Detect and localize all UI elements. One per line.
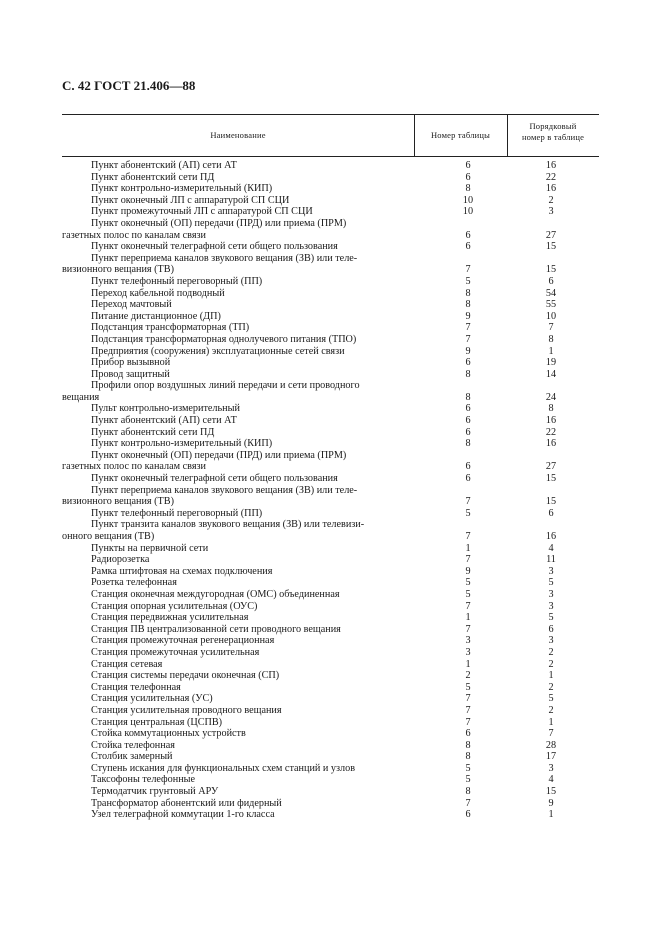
row-table-number: 6: [465, 160, 471, 171]
row-name: Станция телефонная: [91, 681, 181, 693]
table-row: [62, 415, 599, 427]
row-order-number: 4: [548, 542, 554, 554]
row-name: Подстанция трансформаторная (ТП): [91, 322, 250, 334]
row-name: Пункт абонентский сети ПД: [91, 426, 215, 438]
table-row: [62, 346, 599, 358]
table-row: [62, 253, 599, 265]
row-name: Пункты на первичной сети: [91, 542, 209, 554]
column-header-name: Наименование: [210, 130, 266, 140]
table-row: [62, 299, 599, 311]
row-name: Пункт оконечный (ОП) передачи (ПРД) или приема (ПРМ): [91, 449, 347, 461]
row-table-number: 7: [465, 623, 471, 635]
row-name: Пункт телефонный переговорный (ПП): [91, 507, 263, 519]
row-order-number: 5: [548, 577, 554, 589]
row-order-number: 16: [545, 531, 557, 542]
table-row: [62, 798, 599, 810]
row-table-number: 2: [465, 670, 471, 682]
row-name: Станция передвижная усилительная: [91, 612, 249, 624]
table-row: [62, 334, 599, 346]
row-name: Прибор вызывной: [91, 357, 171, 369]
row-order-number: 16: [545, 415, 557, 427]
row-table-number: 6: [465, 171, 471, 183]
row-table-number: 1: [465, 658, 471, 670]
row-table-number: 8: [465, 183, 471, 195]
row-order-number: 1: [548, 716, 554, 728]
row-name: Станция ПВ централизованной сети проводного вещания: [91, 623, 341, 635]
table-row: [62, 461, 599, 473]
table-row: [62, 647, 599, 659]
table-row: [62, 705, 599, 717]
row-table-number: 8: [465, 368, 471, 380]
table-row: [62, 693, 599, 705]
column-header-order-number-line1: Порядковый: [529, 121, 577, 131]
row-table-number: 5: [465, 577, 471, 589]
row-order-number: 1: [548, 345, 554, 357]
row-order-number: 19: [545, 357, 557, 369]
row-order-number: 3: [548, 588, 554, 600]
row-name: Пульт контрольно-измерительный: [91, 403, 240, 415]
row-table-number: 7: [465, 322, 471, 334]
row-name: Стойка телефонная: [91, 739, 175, 751]
table-row: [62, 230, 599, 242]
row-name: Питание дистанционное (ДП): [91, 310, 221, 322]
row-name: Таксофоны телефонные: [91, 774, 196, 786]
table-row: [62, 751, 599, 763]
row-name: Пункт переприема каналов звукового вещания (ЗВ) или теле-: [91, 484, 358, 496]
row-order-number: 6: [548, 275, 554, 287]
row-order-number: 5: [548, 693, 554, 705]
row-name: Профили опор воздушных линий передачи и сети проводного: [91, 380, 360, 392]
row-order-number: 27: [545, 461, 557, 473]
row-name: Пункт абонентский (АП) сети АТ: [91, 415, 237, 427]
table-row: [62, 369, 599, 381]
table-row: [62, 276, 599, 288]
row-order-number: 54: [545, 287, 557, 299]
table-row: [62, 728, 599, 740]
row-table-number: 6: [465, 473, 471, 485]
row-order-number: 28: [545, 739, 557, 751]
row-order-number: 15: [545, 786, 557, 798]
table-row: [62, 508, 599, 520]
row-table-number: 1: [465, 542, 471, 554]
row-table-number: 6: [465, 357, 471, 369]
row-order-number: 15: [545, 496, 557, 508]
row-order-number: 6: [548, 507, 554, 519]
table-row: [62, 589, 599, 601]
row-name: Пункт переприема каналов звукового вещания (ЗВ) или теле-: [91, 252, 358, 264]
row-table-number: 8: [465, 391, 471, 403]
table-row: [62, 763, 599, 775]
row-table-number: 9: [465, 310, 471, 322]
table-row: [62, 160, 599, 172]
table-row: [62, 786, 599, 798]
row-order-number: 9: [548, 797, 554, 809]
row-name: Пункт транзита каналов звукового вещания (ЗВ) или телевизи-: [91, 519, 365, 531]
row-table-number: 10: [462, 206, 474, 218]
row-order-number: 2: [548, 681, 554, 693]
row-name: визионного вещания (ТВ): [62, 264, 174, 276]
row-order-number: 8: [548, 403, 554, 415]
table-row: [62, 264, 599, 276]
row-table-number: 8: [465, 786, 471, 798]
table-row: [62, 357, 599, 369]
table-row: [62, 172, 599, 184]
row-table-number: 3: [465, 646, 471, 658]
row-order-number: 3: [548, 762, 554, 774]
row-order-number: 24: [545, 391, 557, 403]
row-table-number: 5: [465, 774, 471, 786]
row-order-number: 14: [545, 368, 557, 380]
row-name: Станция промежуточная усилительная: [91, 646, 260, 658]
row-table-number: 8: [465, 751, 471, 763]
row-name: газетных полос по каналам связи: [62, 229, 206, 241]
row-order-number: 3: [548, 600, 554, 612]
row-table-number: 5: [465, 275, 471, 287]
row-table-number: 9: [465, 345, 471, 357]
row-order-number: 6: [548, 623, 554, 635]
table-row: [62, 624, 599, 636]
row-name: Пункт оконечный (ОП) передачи (ПРД) или приема (ПРМ): [91, 217, 347, 229]
row-order-number: 22: [545, 171, 557, 183]
row-table-number: 6: [465, 403, 471, 415]
table-row: [62, 717, 599, 729]
row-name: Столбик замерный: [91, 751, 173, 763]
row-name: Пункт контрольно-измерительный (КИП): [91, 183, 273, 195]
row-table-number: 6: [465, 461, 471, 473]
row-name: Радиорозетка: [91, 554, 150, 566]
row-table-number: 5: [465, 681, 471, 693]
row-name: Пункт контрольно-измерительный (КИП): [91, 438, 273, 450]
row-name: Переход мачтовый: [91, 299, 172, 311]
row-name: Розетка телефонная: [91, 577, 177, 589]
table-row: [62, 670, 599, 682]
row-name: Пункт оконечный телеграфной сети общего пользования: [91, 241, 338, 253]
row-name: Станция системы передачи оконечная (СП): [91, 670, 280, 682]
row-table-number: 7: [465, 704, 471, 716]
row-order-number: 3: [548, 206, 554, 218]
table-row: [62, 473, 599, 485]
table-row: [62, 206, 599, 218]
row-name: Пункт оконечный ЛП с аппаратурой СП СЦИ: [91, 194, 290, 206]
row-name: Станция сетевая: [91, 658, 163, 670]
table-row: [62, 682, 599, 694]
row-order-number: 10: [545, 310, 557, 322]
row-name: Термодатчик грунтовый АРУ: [91, 786, 219, 798]
table-row: [62, 740, 599, 752]
row-table-number: 8: [465, 438, 471, 450]
table-row: [62, 809, 599, 821]
row-order-number: 8: [548, 333, 554, 345]
row-order-number: 7: [548, 728, 554, 740]
row-order-number: 16: [545, 183, 557, 195]
table-row: [62, 438, 599, 450]
row-name: Станция центральная (ЦСПВ): [91, 716, 223, 728]
row-order-number: 16: [545, 438, 557, 450]
row-order-number: 15: [545, 264, 557, 276]
table-row: [62, 774, 599, 786]
row-table-number: 7: [465, 693, 471, 705]
row-order-number: 2: [548, 194, 554, 206]
row-name: Пункт телефонный переговорный (ПП): [91, 275, 263, 287]
table-row: [62, 311, 599, 323]
table-row: [62, 554, 599, 566]
row-table-number: 6: [465, 426, 471, 438]
row-order-number: 55: [545, 299, 557, 311]
row-name: Станция оконечная междугородная (ОМС) объединенная: [91, 588, 340, 600]
row-name: Рамка штифтовая на схемах подключения: [91, 565, 273, 577]
row-order-number: 2: [548, 704, 554, 716]
row-name: Трансформатор абонентский или фидерный: [91, 797, 282, 809]
row-table-number: 7: [465, 496, 471, 508]
row-order-number: 22: [545, 426, 557, 438]
row-order-number: 1: [548, 670, 554, 682]
table-row: [62, 543, 599, 555]
row-table-number: 7: [465, 531, 471, 542]
row-name: Провод защитный: [91, 368, 170, 380]
row-order-number: 17: [545, 751, 557, 763]
row-order-number: 5: [548, 612, 554, 624]
row-name: онного вещания (ТВ): [62, 531, 155, 542]
table-row: [62, 519, 599, 531]
row-name: визионного вещания (ТВ): [62, 496, 174, 508]
row-order-number: 15: [545, 473, 557, 485]
row-order-number: 1: [548, 809, 554, 821]
row-order-number: 3: [548, 635, 554, 647]
table-header-rule: [62, 156, 599, 157]
row-name: Пункт абонентский сети ПД: [91, 171, 215, 183]
row-name: Станция усилительная проводного вещания: [91, 704, 282, 716]
row-name: Подстанция трансформаторная однолучевого питания (ТПО): [91, 333, 357, 345]
table-row: [62, 288, 599, 300]
row-name: вещания: [62, 391, 100, 403]
table-row: [62, 392, 599, 404]
table-row: [62, 241, 599, 253]
row-order-number: 4: [548, 774, 554, 786]
row-table-number: 7: [465, 264, 471, 276]
row-name: Стойка коммутационных устройств: [91, 728, 246, 740]
table-row: [62, 485, 599, 497]
table-row: [62, 659, 599, 671]
row-table-number: 3: [465, 635, 471, 647]
table-row: [62, 635, 599, 647]
row-order-number: 11: [546, 554, 556, 566]
row-name: Узел телеграфной коммутации 1-го класса: [91, 809, 275, 821]
table-row: [62, 183, 599, 195]
row-table-number: 5: [465, 507, 471, 519]
index-table-body: [62, 160, 599, 821]
row-name: Станция промежуточная регенерационная: [91, 635, 275, 647]
row-table-number: 6: [465, 809, 471, 821]
row-table-number: 7: [465, 554, 471, 566]
column-header-order-number-line2: номер в таблице: [521, 132, 585, 142]
row-table-number: 7: [465, 600, 471, 612]
row-name: газетных полос по каналам связи: [62, 461, 206, 473]
row-name: Ступень искания для функциональных схем станций и узлов: [91, 762, 356, 774]
row-order-number: 15: [545, 241, 557, 253]
row-name: Пункт промежуточный ЛП с аппаратурой СП СЦИ: [91, 206, 313, 218]
table-row: [62, 218, 599, 230]
row-table-number: 6: [465, 415, 471, 427]
table-row: [62, 612, 599, 624]
table-row: [62, 427, 599, 439]
row-table-number: 7: [465, 797, 471, 809]
row-order-number: 3: [548, 565, 554, 577]
row-table-number: 8: [465, 299, 471, 311]
row-table-number: 1: [465, 612, 471, 624]
row-table-number: 7: [465, 716, 471, 728]
row-name: Пункт оконечный телеграфной сети общего пользования: [91, 473, 338, 485]
row-table-number: 9: [465, 565, 471, 577]
row-order-number: 7: [548, 322, 554, 334]
table-row: [62, 531, 599, 543]
row-table-number: 8: [465, 287, 471, 299]
table-row: [62, 601, 599, 613]
page-header: С. 42 ГОСТ 21.406—88: [62, 78, 196, 93]
row-name: Станция усилительная (УС): [91, 693, 213, 705]
row-order-number: 2: [548, 646, 554, 658]
row-table-number: 6: [465, 229, 471, 241]
row-table-number: 6: [465, 241, 471, 253]
table-top-rule: [62, 114, 599, 115]
table-row: [62, 195, 599, 207]
table-row: [62, 322, 599, 334]
table-row: [62, 380, 599, 392]
row-table-number: 5: [465, 762, 471, 774]
table-row: [62, 566, 599, 578]
row-order-number: 27: [545, 229, 557, 241]
row-table-number: 6: [465, 728, 471, 740]
table-row: [62, 403, 599, 415]
row-table-number: 7: [465, 333, 471, 345]
row-name: Пункт абонентский (АП) сети АТ: [91, 160, 237, 171]
row-table-number: 5: [465, 588, 471, 600]
row-table-number: 10: [462, 194, 474, 206]
table-row: [62, 450, 599, 462]
table-row: [62, 577, 599, 589]
row-order-number: 16: [545, 160, 557, 171]
column-header-table-number: Номер таблицы: [430, 130, 491, 140]
row-name: Станция опорная усилительная (ОУС): [91, 600, 258, 612]
row-table-number: 8: [465, 739, 471, 751]
row-name: Переход кабельной подводный: [91, 287, 225, 299]
table-row: [62, 496, 599, 508]
row-order-number: 2: [548, 658, 554, 670]
row-name: Предприятия (сооружения) эксплуатационные сетей связи: [91, 345, 345, 357]
